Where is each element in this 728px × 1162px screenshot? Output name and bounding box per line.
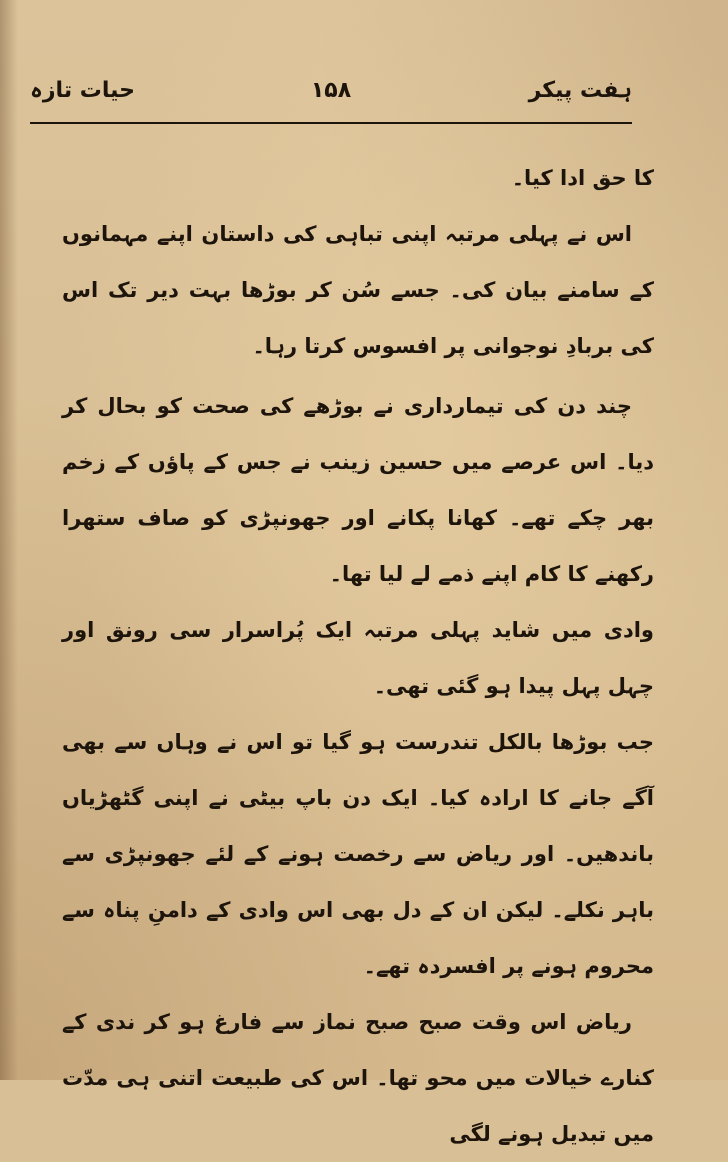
paragraph: چند دن کی تیمارداری نے بوڑھے کی صحت کو بحال کر دیا۔ اس عرصے میں حسین زینب نے جس کے پاؤں کے زخم بھر چکے تھے۔ کھانا پکانے اور جھونپڑی کو صاف ستھرا رکھنے کا کام اپنے ذمے لے لیا تھا۔ — [62, 394, 654, 586]
page-header — [30, 72, 632, 112]
paragraph: کا حق ادا کیا۔ — [511, 166, 654, 190]
paragraph: وادی میں شاید پہلی مرتبہ ایک پُراسرار سی رونق اور چہل پہل پیدا ہو گئی تھی۔ — [62, 618, 654, 698]
running-subtitle: حیات تازہ — [30, 78, 135, 103]
running-title: ہفت پیکر — [528, 78, 632, 103]
paragraph: جب بوڑھا بالکل تندرست ہو گیا تو اس نے وہاں سے بھی آگے جانے کا ارادہ کیا۔ ایک دن باپ بیٹی نے اپنی گٹھڑیاں باندھیں۔ اور ریاض سے رخصت ہونے کے لئے جھونپڑی سے باہر نکلے۔ لیکن ان کے دل بھی اس وادی کے دامنِ پناہ سے محروم ہونے پر افسردہ تھے۔ — [62, 730, 654, 978]
page-number: ۱۵۸ — [310, 78, 352, 103]
page-body — [62, 150, 654, 1146]
paragraph: ریاض اس وقت صبح صبح نماز سے فارغ ہو کر ندی کے کنارے خیالات میں محو تھا۔ اس کی طبیعت اتنی ہی مدّت میں تبدیل ہونے لگی — [62, 1010, 654, 1146]
paragraph: اس نے پہلی مرتبہ اپنی تباہی کی داستان اپنے مہمانوں کے سامنے بیان کی۔ جسے سُن کر بوڑھا بہت دیر تک اس کی بربادِ نوجوانی پر افسوس کرتا رہا۔ — [62, 222, 654, 358]
header-rule — [30, 122, 632, 124]
